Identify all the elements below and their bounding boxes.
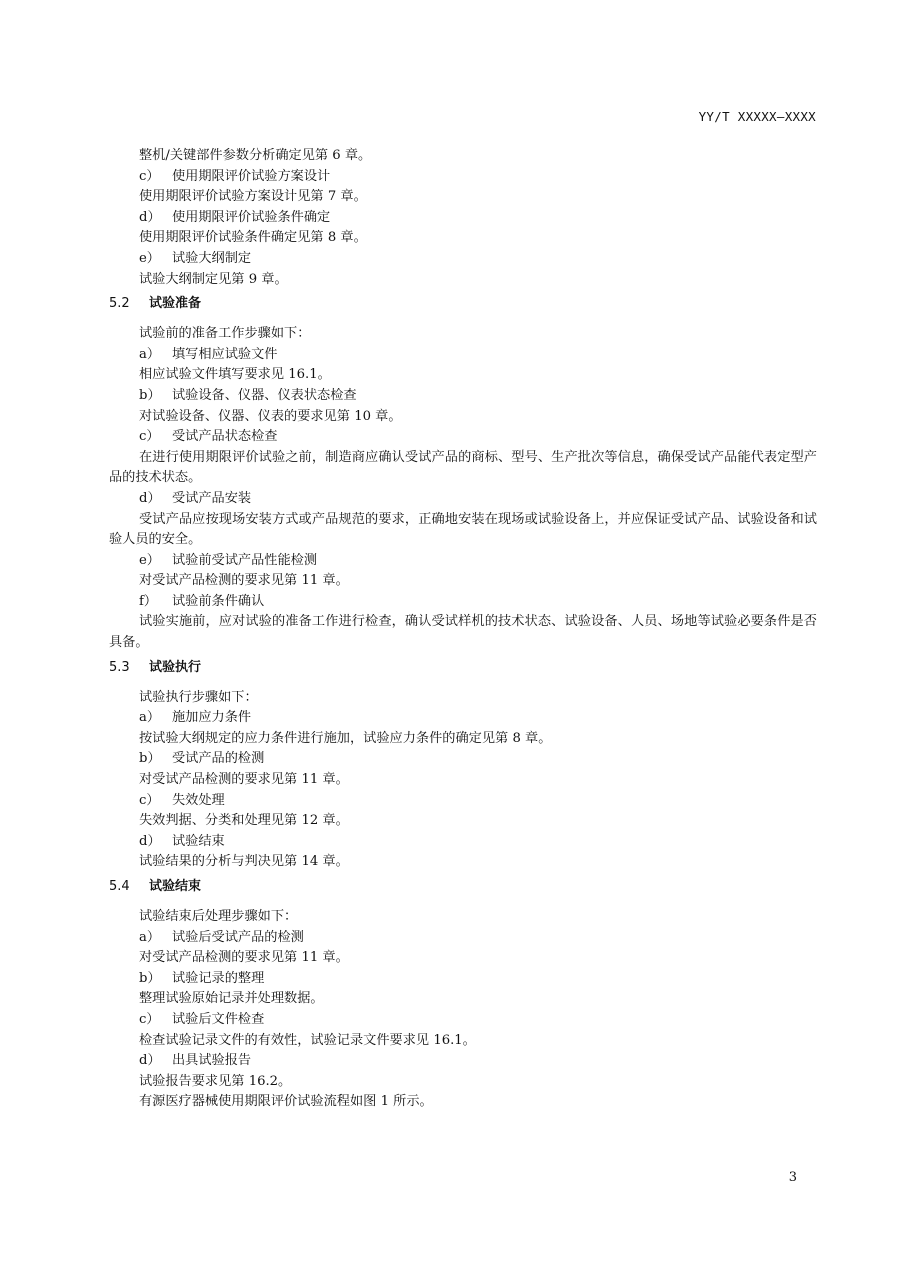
document-body xyxy=(109,146,817,1113)
paragraph: 检查试验记录文件的有效性，试验记录文件要求见 16.1。 xyxy=(139,1032,476,1048)
paragraph: 试验大纲制定见第 9 章。 xyxy=(139,271,288,287)
document-code: YY/T XXXXX—XXXX xyxy=(698,109,816,124)
list-item-title: 使用期限评价试验条件确定 xyxy=(172,209,331,225)
list-item-title: 施加应力条件 xyxy=(172,710,252,726)
list-item xyxy=(109,791,817,812)
section-title: 试验执行 xyxy=(149,659,202,675)
list-item-title: 试验前受试产品性能检测 xyxy=(172,552,318,568)
section-heading xyxy=(109,877,817,897)
paragraph: 试验实施前，应对试验的准备工作进行检查，确认受试样机的技术状态、试验设备、人员、场地等试验必要条件是否具备。 xyxy=(109,614,817,651)
list-item-title: 试验前条件确认 xyxy=(172,593,265,609)
list-item xyxy=(109,592,817,613)
paragraph: 试验前的准备工作步骤如下： xyxy=(139,326,311,342)
list-item xyxy=(109,386,817,407)
list-label: d） xyxy=(139,490,161,506)
list-label: c） xyxy=(139,168,160,184)
paragraph: 整机/关键部件参数分析确定见第 6 章。 xyxy=(139,148,372,163)
list-item xyxy=(109,749,817,770)
list-label: d） xyxy=(139,833,161,849)
list-item-title: 试验后受试产品的检测 xyxy=(172,929,304,945)
list-label: c） xyxy=(139,429,160,445)
list-label: d） xyxy=(139,1053,161,1069)
list-label: b） xyxy=(139,970,161,986)
section-heading xyxy=(109,294,817,314)
closing-paragraph: 有源医疗器械使用期限评价试验流程如图 1 所示。 xyxy=(139,1094,433,1110)
list-item xyxy=(109,249,817,270)
list-item-title: 受试产品的检测 xyxy=(172,751,265,767)
list-item-title: 失效处理 xyxy=(172,792,225,808)
paragraph: 失效判据、分类和处理见第 12 章。 xyxy=(139,813,349,829)
list-item-title: 受试产品安装 xyxy=(172,490,252,506)
section-number: 5.4 xyxy=(109,879,130,894)
list-label: b） xyxy=(139,751,161,767)
page-number: 3 xyxy=(788,1170,797,1185)
list-item xyxy=(109,427,817,448)
list-item-title: 填写相应试验文件 xyxy=(172,346,278,362)
list-item-title: 受试产品状态检查 xyxy=(172,429,278,445)
list-item xyxy=(109,832,817,853)
list-item xyxy=(109,345,817,366)
list-item-title: 试验结束 xyxy=(172,833,225,849)
list-label: a） xyxy=(139,929,161,945)
list-item-title: 试验记录的整理 xyxy=(172,970,265,986)
list-label: e） xyxy=(139,552,160,568)
list-label: c） xyxy=(139,792,160,808)
list-item xyxy=(109,208,817,229)
list-label: b） xyxy=(139,387,161,403)
list-label: a） xyxy=(139,710,161,726)
list-item xyxy=(109,167,817,188)
paragraph: 整理试验原始记录并处理数据。 xyxy=(139,991,324,1007)
paragraph: 试验结果的分析与判决见第 14 章。 xyxy=(139,854,349,870)
paragraph: 受试产品应按现场安装方式或产品规范的要求，正确地安装在现场或试验设备上，并应保证受试产品、试验设备和试验人员的安全。 xyxy=(109,511,817,548)
section-number: 5.3 xyxy=(109,659,130,675)
paragraph: 在进行使用期限评价试验之前，制造商应确认受试产品的商标、型号、生产批次等信息，确保受试产品能代表定型产品的技术状态。 xyxy=(109,449,817,486)
section-heading xyxy=(109,658,817,678)
list-item xyxy=(109,928,817,949)
list-item xyxy=(109,489,817,510)
list-item xyxy=(109,708,817,729)
list-label: e） xyxy=(139,250,160,266)
paragraph: 试验结束后处理步骤如下： xyxy=(139,909,298,924)
list-item xyxy=(109,969,817,990)
list-item xyxy=(109,551,817,572)
section-title: 试验结束 xyxy=(149,879,202,894)
paragraph: 相应试验文件填写要求见 16.1。 xyxy=(139,367,331,383)
list-item-title: 试验大纲制定 xyxy=(172,250,252,266)
list-label: c） xyxy=(139,1011,160,1027)
section-number: 5.2 xyxy=(109,296,130,312)
list-item-title: 使用期限评价试验方案设计 xyxy=(172,168,331,184)
paragraph: 试验报告要求见第 16.2。 xyxy=(139,1073,292,1089)
paragraph: 试验执行步骤如下： xyxy=(139,689,258,705)
list-item xyxy=(109,1051,817,1072)
list-item xyxy=(109,1010,817,1031)
paragraph: 对受试产品检测的要求见第 11 章。 xyxy=(139,950,349,966)
list-label: f） xyxy=(139,593,158,609)
paragraph: 按试验大纲规定的应力条件进行施加，试验应力条件的确定见第 8 章。 xyxy=(139,730,552,746)
section-title: 试验准备 xyxy=(149,296,202,312)
list-label: a） xyxy=(139,346,161,362)
list-item-title: 试验设备、仪器、仪表状态检查 xyxy=(172,387,357,403)
list-label: d） xyxy=(139,209,161,225)
paragraph: 对受试产品检测的要求见第 11 章。 xyxy=(139,772,349,788)
list-item-title: 出具试验报告 xyxy=(172,1053,252,1069)
paragraph: 对试验设备、仪器、仪表的要求见第 10 章。 xyxy=(139,408,402,424)
paragraph: 使用期限评价试验条件确定见第 8 章。 xyxy=(139,230,367,246)
paragraph: 使用期限评价试验方案设计见第 7 章。 xyxy=(139,189,367,205)
list-item-title: 试验后文件检查 xyxy=(172,1011,265,1027)
paragraph: 对受试产品检测的要求见第 11 章。 xyxy=(139,573,349,589)
